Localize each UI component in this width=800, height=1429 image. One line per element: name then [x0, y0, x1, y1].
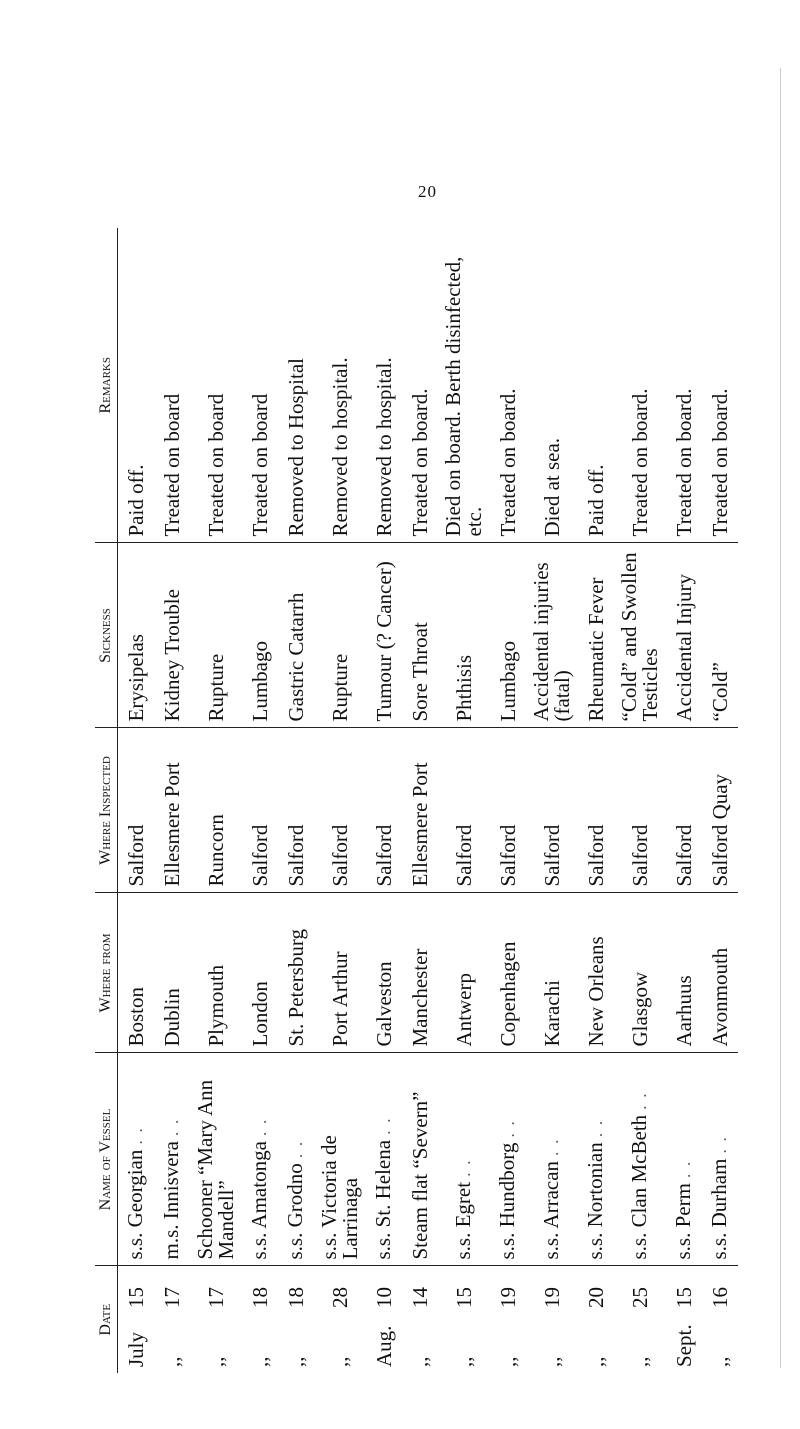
vessel-cell: Schooner “Mary Ann Mandell”	[190, 1053, 242, 1266]
where-cell: Salford	[666, 728, 702, 893]
where-cell: Salford	[314, 728, 366, 893]
date-day: 16	[707, 1287, 732, 1308]
table-row	[402, 228, 438, 1373]
where-cell: Ellesmere Port	[154, 728, 190, 893]
from-cell: St. Petersburg	[278, 893, 314, 1053]
table-row	[190, 228, 242, 1373]
date-cell	[578, 1266, 614, 1373]
date-month: Aug.	[371, 1325, 396, 1367]
date-cell	[366, 1266, 402, 1373]
date-cell	[666, 1266, 702, 1373]
date-day: 15	[451, 1287, 476, 1308]
date-month: ,,	[159, 1356, 184, 1367]
where-cell: Salford	[490, 728, 526, 893]
vessel-cell: s.s. Hundborg . .	[490, 1053, 526, 1266]
from-cell: Dublin	[154, 893, 190, 1053]
sickness-cell: Accidental Injury	[666, 543, 702, 728]
ship-inspection-table-rotated	[95, 228, 760, 1373]
remarks-cell: Paid off.	[118, 228, 155, 543]
date-day: 19	[539, 1287, 564, 1308]
sickness-cell: Lumbago	[242, 543, 278, 728]
scan-edge-line	[780, 68, 781, 1368]
from-cell: Plymouth	[190, 893, 242, 1053]
date-day: 18	[283, 1287, 308, 1308]
date-cell	[438, 1266, 490, 1373]
vessel-cell: s.s. Nortonian . .	[578, 1053, 614, 1266]
date-day: 25	[627, 1287, 652, 1308]
where-cell: Salford	[438, 728, 490, 893]
where-cell: Salford	[578, 728, 614, 893]
table-row	[314, 228, 366, 1373]
header-where-from: Where from	[95, 893, 118, 1053]
sickness-cell: Rheumatic Fever	[578, 543, 614, 728]
remarks-cell: Treated on board.	[666, 228, 702, 543]
remarks-cell: Died on board. Berth disinfected, etc.	[438, 228, 490, 543]
table-row	[578, 228, 614, 1373]
table-row	[366, 228, 402, 1373]
date-cell	[154, 1266, 190, 1373]
from-cell: London	[242, 893, 278, 1053]
where-cell: Salford	[366, 728, 402, 893]
table-row	[242, 228, 278, 1373]
vessel-cell: s.s. St. Helena . .	[366, 1053, 402, 1266]
date-cell	[490, 1266, 526, 1373]
table-row	[614, 228, 666, 1373]
sickness-cell: Sore Throat	[402, 543, 438, 728]
vessel-cell: s.s. Arracan . .	[526, 1053, 578, 1266]
vessel-cell: s.s. Durham . .	[702, 1053, 738, 1266]
table-row	[118, 228, 155, 1373]
date-cell	[278, 1266, 314, 1373]
remarks-cell: Paid off.	[578, 228, 614, 543]
date-month: ,,	[495, 1356, 520, 1367]
vessel-cell: s.s. Victoria de Larrinaga	[314, 1053, 366, 1266]
date-day: 19	[495, 1287, 520, 1308]
date-month: ,,	[583, 1356, 608, 1367]
table-row	[278, 228, 314, 1373]
vessel-cell: s.s. Georgian . .	[118, 1053, 155, 1266]
date-day: 10	[371, 1287, 396, 1308]
header-where-inspected: Where Inspected	[95, 728, 118, 893]
sickness-cell: Rupture	[190, 543, 242, 728]
sickness-cell: Rupture	[314, 543, 366, 728]
remarks-cell: Treated on board.	[490, 228, 526, 543]
vessel-cell: s.s. Amatonga . .	[242, 1053, 278, 1266]
from-cell: Manchester	[402, 893, 438, 1053]
vessel-cell: s.s. Grodno . .	[278, 1053, 314, 1266]
remarks-cell: Treated on board.	[614, 228, 666, 543]
date-day: 20	[583, 1287, 608, 1308]
date-day: 17	[159, 1287, 184, 1308]
from-cell: Glasgow	[614, 893, 666, 1053]
remarks-cell: Treated on board.	[702, 228, 738, 543]
where-cell: Salford Quay	[702, 728, 738, 893]
date-month: ,,	[203, 1356, 228, 1367]
sickness-cell: Phthisis	[438, 543, 490, 728]
date-day: 14	[407, 1287, 432, 1308]
date-month: ,,	[247, 1356, 272, 1367]
from-cell: Copenhagen	[490, 893, 526, 1053]
header-sickness: Sickness	[95, 543, 118, 728]
vessel-cell: m.s. Innisvera . .	[154, 1053, 190, 1266]
from-cell: New Orleans	[578, 893, 614, 1053]
remarks-cell: Treated on board	[154, 228, 190, 543]
ship-inspection-table	[95, 228, 738, 1373]
remarks-cell: Treated on board	[242, 228, 278, 543]
vessel-name: s.s. Perm	[670, 1183, 695, 1260]
date-cell	[314, 1266, 366, 1373]
remarks-cell: Removed to hospital.	[314, 228, 366, 543]
sickness-cell: Tumour (? Cancer)	[366, 543, 402, 728]
date-cell	[190, 1266, 242, 1373]
vessel-name: s.s. St. Helena	[370, 1139, 395, 1260]
from-cell: Galveston	[366, 893, 402, 1053]
table-row	[490, 228, 526, 1373]
where-cell: Salford	[614, 728, 666, 893]
date-day: 15	[123, 1287, 148, 1308]
vessel-cell: s.s. Perm . .	[666, 1053, 702, 1266]
date-cell	[402, 1266, 438, 1373]
vessel-cell: s.s. Clan McBeth . .	[614, 1053, 666, 1266]
where-cell: Ellesmere Port	[402, 728, 438, 893]
date-day: 15	[671, 1287, 696, 1308]
vessel-name: s.s. Nortonian	[582, 1142, 607, 1260]
date-month: ,,	[407, 1356, 432, 1367]
date-month: ,,	[707, 1356, 732, 1367]
date-month: ,,	[627, 1356, 652, 1367]
remarks-cell: Removed to hospital.	[366, 228, 402, 543]
date-cell	[614, 1266, 666, 1373]
where-cell: Salford	[278, 728, 314, 893]
sickness-cell: Gastric Catarrh	[278, 543, 314, 728]
table-row	[154, 228, 190, 1373]
header-row	[95, 228, 118, 1373]
vessel-name: s.s. Clan McBeth	[626, 1114, 651, 1260]
header-date: Date	[95, 1266, 118, 1373]
date-cell	[526, 1266, 578, 1373]
where-cell: Salford	[242, 728, 278, 893]
from-cell: Boston	[118, 893, 155, 1053]
where-cell: Runcorn	[190, 728, 242, 893]
date-month: Sept.	[671, 1324, 696, 1367]
sickness-cell: Lumbago	[490, 543, 526, 728]
date-day: 28	[327, 1287, 352, 1308]
from-cell: Avonmouth	[702, 893, 738, 1053]
vessel-name: s.s. Amatonga	[246, 1141, 271, 1260]
from-cell: Port Arthur	[314, 893, 366, 1053]
header-vessel: Name of Vessel	[95, 1053, 118, 1266]
vessel-cell: Steam flat “Severn”	[402, 1053, 438, 1266]
sickness-cell: Erysipelas	[118, 543, 155, 728]
date-day: 17	[203, 1287, 228, 1308]
sickness-cell: Kidney Trouble	[154, 543, 190, 728]
from-cell: Karachi	[526, 893, 578, 1053]
from-cell: Aarhuus	[666, 893, 702, 1053]
date-cell	[242, 1266, 278, 1373]
from-cell: Antwerp	[438, 893, 490, 1053]
where-cell: Salford	[118, 728, 155, 893]
table-row	[526, 228, 578, 1373]
table-row	[438, 228, 490, 1373]
header-remarks: Remarks	[95, 228, 118, 543]
remarks-cell: Treated on board.	[402, 228, 438, 543]
vessel-cell: s.s. Egret . .	[438, 1053, 490, 1266]
date-cell	[118, 1266, 155, 1373]
vessel-name: m.s. Innisvera	[158, 1141, 183, 1260]
sickness-cell: Accidental injuries (fatal)	[526, 543, 578, 728]
remarks-cell: Removed to Hospital	[278, 228, 314, 543]
date-month: ,,	[451, 1356, 476, 1367]
vessel-name: s.s. Arracan	[538, 1160, 563, 1260]
date-month: ,,	[539, 1356, 564, 1367]
remarks-cell: Treated on board	[190, 228, 242, 543]
date-day: 18	[247, 1287, 272, 1308]
where-cell: Salford	[526, 728, 578, 893]
vessel-name: s.s. Durham	[706, 1158, 731, 1260]
table-row	[702, 228, 738, 1373]
sickness-cell: “Cold”	[702, 543, 738, 728]
page-number: 20	[418, 182, 437, 201]
vessel-name: s.s. Egret	[450, 1181, 475, 1260]
vessel-name: s.s. Georgian	[122, 1149, 147, 1260]
table-row	[666, 228, 702, 1373]
remarks-cell: Died at sea.	[526, 228, 578, 543]
date-month: ,,	[283, 1356, 308, 1367]
date-month: July	[123, 1331, 148, 1367]
sickness-cell: “Cold” and Swollen Testicles	[614, 543, 666, 728]
vessel-name: s.s. Hundborg	[494, 1142, 519, 1260]
date-month: ,,	[327, 1356, 352, 1367]
vessel-name: s.s. Grodno	[282, 1163, 307, 1260]
date-cell	[702, 1266, 738, 1373]
